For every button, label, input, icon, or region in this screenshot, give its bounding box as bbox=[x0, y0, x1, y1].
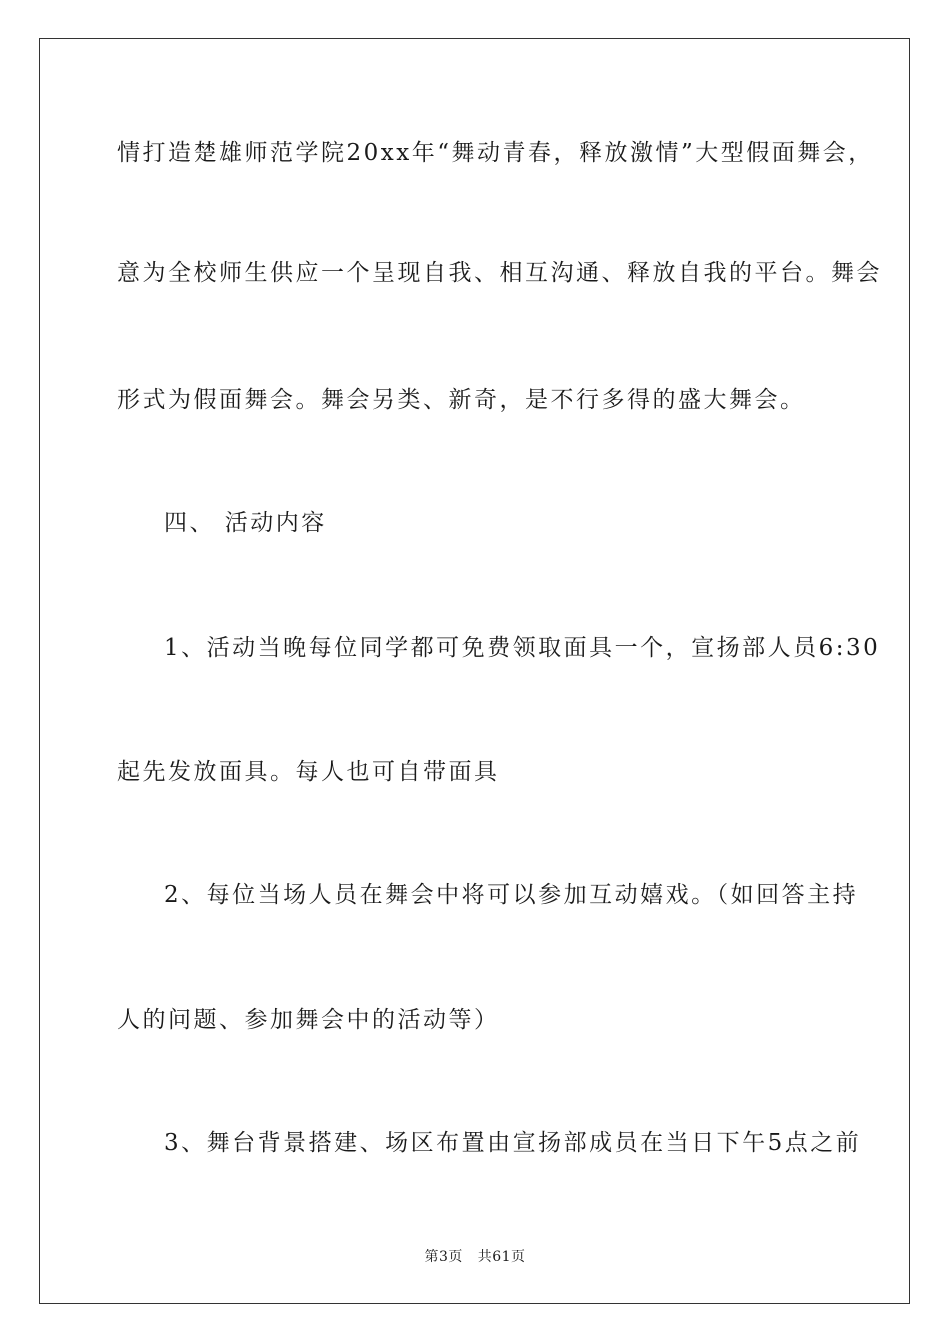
page-number-footer: 第3页 共61页 bbox=[424, 1249, 526, 1265]
body-line-item2-b: 人的问题、参加舞会中的活动等） bbox=[117, 1007, 500, 1033]
section-heading: 四、 活动内容 bbox=[164, 510, 327, 536]
body-line-1: 情打造楚雄师范学院20xx年“舞动青春，释放激情”大型假面舞会， bbox=[117, 140, 874, 166]
body-line-item1-a: 1、活动当晚每位同学都可免费领取面具一个，宣扬部人员6:30 bbox=[164, 635, 881, 661]
body-line-3: 形式为假面舞会。舞会另类、新奇，是不行多得的盛大舞会。 bbox=[117, 387, 806, 413]
body-line-item3-a: 3、舞台背景搭建、场区布置由宣扬部成员在当日下午5点之前 bbox=[164, 1130, 862, 1156]
body-line-item2-a: 2、每位当场人员在舞会中将可以参加互动嬉戏。（如回答主持 bbox=[164, 882, 859, 908]
body-line-2: 意为全校师生供应一个呈现自我、相互沟通、释放自我的平台。舞会 bbox=[117, 260, 882, 286]
page-border bbox=[39, 38, 910, 1304]
body-line-item1-b: 起先发放面具。每人也可自带面具 bbox=[117, 759, 500, 785]
